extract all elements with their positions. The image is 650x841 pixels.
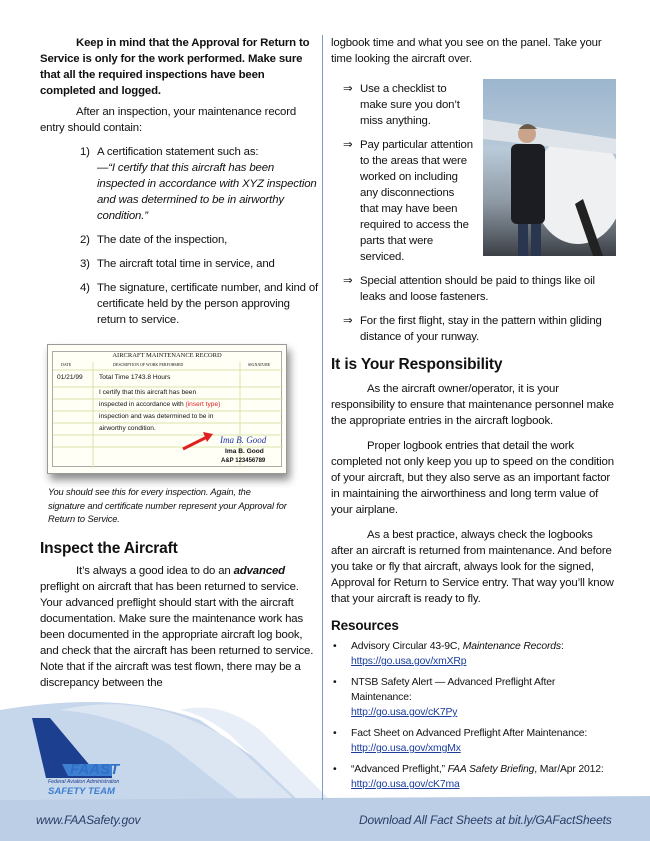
responsibility-paragraph: Proper logbook entries that detail the work completed not only keep you up to speed on the condition of your aircraft, but they also serve as an important factor in maintaining the airworthiness and long term value of your airplane. (331, 440, 614, 516)
inspect-aircraft-paragraph: It’s always a good idea to do an advanced preflight on aircraft that has been returned to service. Your advanced preflight should start with the aircraft documentation. Make sure the maintenance work has been documented in the appropriate aircraft log book, and check that the aircraft has been returned to service. Note that if the aircraft was test flown, there may be a discrepancy between the (40, 564, 314, 689)
arrow-icon: ⇒ (343, 139, 353, 151)
col-date: DATE (61, 362, 72, 367)
resource-link[interactable]: http://go.usa.gov/xmgMx (351, 743, 461, 754)
column-divider (322, 35, 323, 800)
list-item: 3) The aircraft total time in service, and (80, 258, 275, 270)
arrow-icon: ⇒ (343, 275, 353, 287)
handwritten-signature: Ima B. Good (220, 435, 267, 445)
record-entry-list (40, 144, 320, 328)
left-column (40, 35, 320, 691)
right-column (331, 35, 616, 798)
entry-line: inspection and was determined to be in (99, 413, 214, 420)
entry-insert-type: (insert type) (185, 401, 221, 408)
responsibility-heading: It is Your Responsibility (331, 356, 503, 373)
list-item: ⇒ Use a checklist to make sure you don’t miss anything. (343, 83, 460, 127)
resource-item: • Advisory Circular 43-9C, Maintenance Records: https://go.usa.gov/xmXRp (333, 641, 564, 667)
entry-line: I certify that this aircraft has been (99, 389, 197, 396)
entry-date: 01/21/99 (57, 374, 83, 381)
list-item: 2) The date of the inspection, (80, 234, 228, 246)
arrow-icon: ⇒ (343, 83, 353, 95)
maintenance-record-image (47, 344, 287, 474)
download-fact-sheets-link[interactable]: Download All Fact Sheets at bit.ly/GAFactSheets (359, 813, 612, 827)
resource-item: • Fact Sheet on Advanced Preflight After Maintenance: http://go.usa.gov/xmgMx (333, 728, 588, 754)
preflight-tips-list (331, 81, 616, 265)
col-sig: SIGNATURE (248, 362, 271, 367)
resource-item: • “Advanced Preflight,” FAA Safety Briefing, Mar/Apr 2012: http://go.usa.gov/cK7ma (333, 764, 604, 790)
list-item: ⇒ Pay particular attention to the areas that were worked on including any disconnections that may have been required to access the parts that were serviced. (343, 139, 473, 263)
image-caption: You should see this for every inspection. Again, the signature and certificate number represent your Approval for Return to Service. (48, 487, 287, 524)
resource-item: • NTSB Safety Alert — Advanced Preflight After Maintenance: http://go.usa.gov/cK7Py (333, 677, 556, 718)
inspect-aircraft-heading: Inspect the Aircraft (40, 539, 178, 557)
list-item: 4) The signature, certificate number, and kind of certificate held by the person approving return to service. (80, 282, 319, 326)
resources-heading: Resources (331, 618, 399, 633)
responsibility-paragraph: As a best practice, always check the logbooks after an aircraft is returned from maintenance. And before you take or fly that aircraft, always look for the signed, Approval for Return to Service entry. That way you’ll know that your aircraft is ready to fly. (331, 529, 614, 605)
certification-quote: —“I certify that this aircraft has been inspected in accordance with XYZ inspection and was determined to be in airworthy condition.” (97, 162, 317, 222)
arrow-icon: ⇒ (343, 315, 353, 327)
entry-line: inspected in accordance with (99, 401, 186, 408)
signer-certificate: A&P 123456789 (221, 458, 266, 464)
approval-note: Keep in mind that the Approval for Return to Service is only for the work performed. Make sure that all the required inspections have been completed and logged. (40, 37, 310, 97)
responsibility-paragraph: As the aircraft owner/operator, it is your responsibility to ensure that maintenance personnel make the appropriate entries in the aircraft logbook. (331, 383, 614, 427)
logbook-title: AIRCRAFT MAINTENANCE RECORD (112, 352, 222, 359)
col-desc: DESCRIPTION OF WORK PERFORMED (113, 362, 184, 367)
entry-line: airworthy condition. (99, 425, 156, 432)
faast-logo: FAAST Federal Aviation Administration SAFETY TEAM (32, 718, 112, 798)
resource-link[interactable]: http://go.usa.gov/cK7Py (351, 707, 458, 718)
website-link[interactable]: www.FAASafety.gov (36, 813, 141, 827)
after-inspection-text: After an inspection, your maintenance record entry should contain: (40, 106, 297, 134)
continued-text: logbook time and what you see on the panel. Take your time looking the aircraft over. (331, 37, 602, 65)
preflight-tips-list-continued (331, 273, 616, 345)
entry-total-time: Total Time 1743.8 Hours (99, 374, 171, 381)
signer-name: Ima B. Good (225, 448, 264, 455)
list-item: ⇒ Special attention should be paid to things like oil leaks and loose fasteners. (343, 275, 595, 303)
resources-list (331, 639, 616, 792)
resource-link[interactable]: https://go.usa.gov/xmXRp (351, 656, 467, 667)
resource-link[interactable]: http://go.usa.gov/cK7ma (351, 779, 460, 790)
list-item: ⇒ For the first flight, stay in the pattern within gliding distance of your runway. (343, 315, 602, 343)
list-item: 1) A certification statement such as: —“I certify that this aircraft has been inspected in accordance with XYZ inspection and was determined to be in airworthy condition.” (80, 146, 317, 222)
